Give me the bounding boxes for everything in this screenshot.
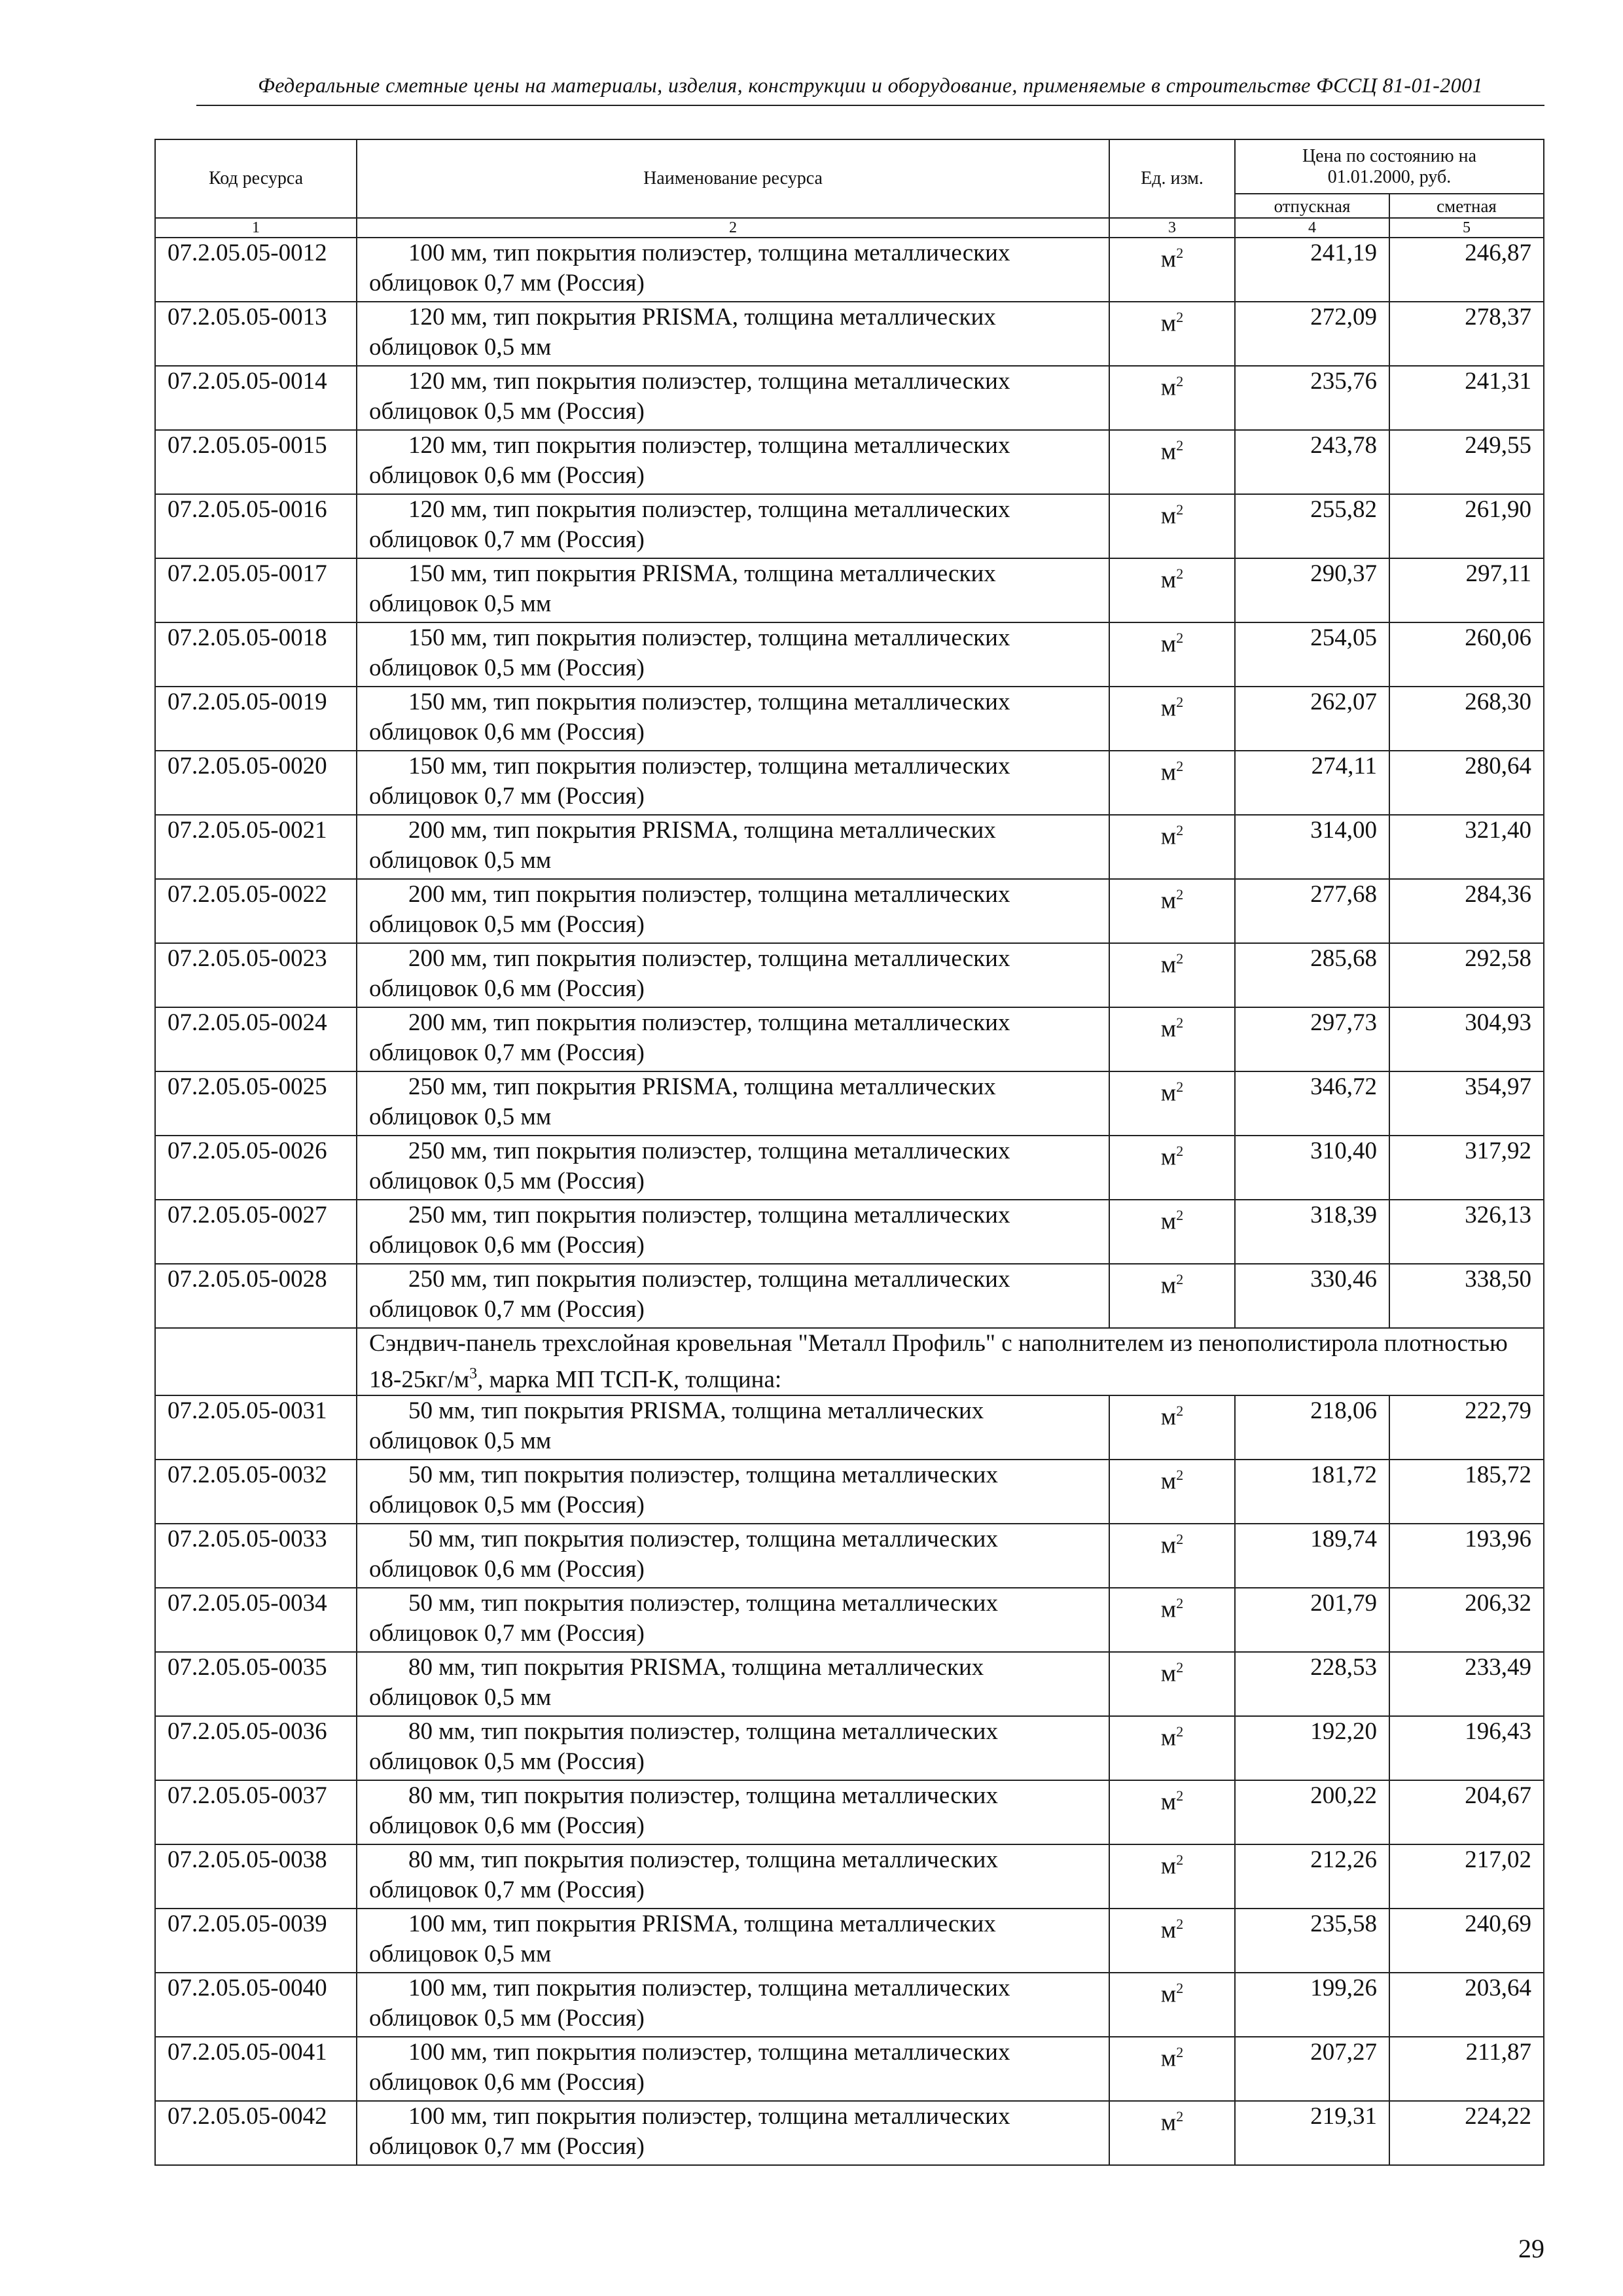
release-price: 207,27	[1235, 2037, 1389, 2101]
unit-base: м	[1160, 310, 1177, 337]
unit-cell	[1109, 558, 1235, 622]
col-header-unit: Ед. изм.	[1109, 139, 1235, 218]
unit-exponent: 2	[1176, 1852, 1184, 1869]
page-number: 29	[1518, 2234, 1544, 2263]
unit-cell	[1109, 1524, 1235, 1588]
col-header-name: Наименование ресурса	[357, 139, 1109, 218]
resource-code: 07.2.05.05-0015	[155, 430, 357, 494]
release-price: 192,20	[1235, 1716, 1389, 1780]
resource-code: 07.2.05.05-0042	[155, 2101, 357, 2165]
estimate-price: 193,96	[1389, 1524, 1544, 1588]
unit-exponent: 2	[1176, 565, 1184, 582]
resource-name	[357, 1716, 1109, 1780]
resource-code: 07.2.05.05-0037	[155, 1780, 357, 1844]
resource-code: 07.2.05.05-0032	[155, 1460, 357, 1524]
release-price: 241,19	[1235, 238, 1389, 302]
resource-code: 07.2.05.05-0021	[155, 815, 357, 879]
unit-cell	[1109, 1264, 1235, 1328]
release-price: 212,26	[1235, 1844, 1389, 1909]
estimate-price: 278,37	[1389, 302, 1544, 366]
resource-code: 07.2.05.05-0017	[155, 558, 357, 622]
unit-cell	[1109, 879, 1235, 943]
unit-cell	[1109, 302, 1235, 366]
unit-base: м	[1160, 1724, 1177, 1751]
resource-code: 07.2.05.05-0039	[155, 1909, 357, 1973]
resource-name	[357, 1524, 1109, 1588]
resource-name-text: 150 мм, тип покрытия полиэстер, толщина металлических облицовок 0,5 мм (Россия)	[369, 624, 1010, 681]
resource-name	[357, 558, 1109, 622]
resource-name-text: 80 мм, тип покрытия полиэстер, толщина металлических облицовок 0,6 мм (Россия)	[369, 1782, 998, 1840]
unit-exponent: 2	[1176, 1787, 1184, 1804]
resource-name-text: 200 мм, тип покрытия PRISMA, толщина металлических облицовок 0,5 мм	[369, 817, 996, 874]
estimate-price: 292,58	[1389, 943, 1544, 1007]
header-rule	[196, 105, 1544, 106]
unit-base: м	[1160, 1272, 1177, 1299]
unit-exponent: 2	[1176, 630, 1184, 646]
resource-name	[357, 1588, 1109, 1652]
resource-code: 07.2.05.05-0013	[155, 302, 357, 366]
unit-cell	[1109, 1844, 1235, 1909]
price-table	[154, 139, 1544, 2166]
resource-name	[357, 1652, 1109, 1716]
release-price: 346,72	[1235, 1071, 1389, 1136]
resource-name-text: 80 мм, тип покрытия полиэстер, толщина металлических облицовок 0,5 мм (Россия)	[369, 1718, 998, 1776]
resource-name-text: 100 мм, тип покрытия полиэстер, толщина металлических облицовок 0,7 мм (Россия)	[369, 2103, 1010, 2161]
estimate-price: 217,02	[1389, 1844, 1544, 1909]
estimate-price: 354,97	[1389, 1071, 1544, 1136]
resource-name-text: 100 мм, тип покрытия полиэстер, толщина металлических облицовок 0,7 мм (Россия)	[369, 240, 1010, 296]
unit-exponent: 2	[1176, 1271, 1184, 1287]
unit-exponent: 2	[1176, 886, 1184, 903]
resource-code: 07.2.05.05-0026	[155, 1136, 357, 1200]
table-row	[155, 430, 1544, 494]
release-price: 255,82	[1235, 494, 1389, 558]
release-price: 181,72	[1235, 1460, 1389, 1524]
unit-base: м	[1160, 1079, 1177, 1107]
resource-name-text: 80 мм, тип покрытия PRISMA, толщина металлических облицовок 0,5 мм	[369, 1654, 984, 1712]
table-row	[155, 366, 1544, 430]
running-header: Федеральные сметные цены на материалы, изделия, конструкции и оборудование, применяемые в строительстве ФССЦ 81-01-2001	[258, 73, 1483, 97]
resource-name	[357, 1973, 1109, 2037]
unit-exponent: 2	[1176, 1659, 1184, 1676]
table-row	[155, 1973, 1544, 2037]
release-price: 201,79	[1235, 1588, 1389, 1652]
unit-base: м	[1160, 1660, 1177, 1687]
resource-code: 07.2.05.05-0035	[155, 1652, 357, 1716]
col-number: 2	[357, 218, 1109, 238]
resource-name-text: 150 мм, тип покрытия полиэстер, толщина металлических облицовок 0,7 мм (Россия)	[369, 753, 1010, 810]
unit-cell	[1109, 1716, 1235, 1780]
unit-base: м	[1160, 887, 1177, 914]
table-row	[155, 815, 1544, 879]
resource-code: 07.2.05.05-0041	[155, 2037, 357, 2101]
release-price: 262,07	[1235, 687, 1389, 751]
col-number: 5	[1389, 218, 1544, 238]
unit-cell	[1109, 430, 1235, 494]
resource-code: 07.2.05.05-0018	[155, 622, 357, 687]
resource-code: 07.2.05.05-0012	[155, 238, 357, 302]
table-row	[155, 1844, 1544, 1909]
unit-base: м	[1160, 759, 1177, 786]
unit-cell	[1109, 622, 1235, 687]
table-row	[155, 2101, 1544, 2165]
unit-exponent: 2	[1176, 1143, 1184, 1159]
resource-name-text: 100 мм, тип покрытия полиэстер, толщина металлических облицовок 0,5 мм (Россия)	[369, 1975, 1010, 2032]
unit-exponent: 2	[1176, 245, 1184, 261]
estimate-price: 241,31	[1389, 366, 1544, 430]
release-price: 297,73	[1235, 1007, 1389, 1071]
resource-code: 07.2.05.05-0022	[155, 879, 357, 943]
estimate-price: 268,30	[1389, 687, 1544, 751]
resource-name-text: 200 мм, тип покрытия полиэстер, толщина металлических облицовок 0,7 мм (Россия)	[369, 1009, 1010, 1066]
unit-base: м	[1160, 951, 1177, 978]
resource-name-text: 250 мм, тип покрытия полиэстер, толщина металлических облицовок 0,6 мм (Россия)	[369, 1202, 1010, 1259]
resource-code: 07.2.05.05-0020	[155, 751, 357, 815]
release-price: 314,00	[1235, 815, 1389, 879]
resource-code: 07.2.05.05-0034	[155, 1588, 357, 1652]
release-price: 235,58	[1235, 1909, 1389, 1973]
unit-exponent: 2	[1176, 373, 1184, 389]
table-body-part-2	[155, 1395, 1544, 2165]
resource-name-text: 250 мм, тип покрытия PRISMA, толщина металлических облицовок 0,5 мм	[369, 1073, 996, 1130]
release-price: 228,53	[1235, 1652, 1389, 1716]
resource-name	[357, 1780, 1109, 1844]
resource-code: 07.2.05.05-0019	[155, 687, 357, 751]
estimate-price: 338,50	[1389, 1264, 1544, 1328]
table-row	[155, 1200, 1544, 1264]
estimate-price: 222,79	[1389, 1395, 1544, 1460]
unit-base: м	[1160, 374, 1177, 401]
resource-name-text: 200 мм, тип покрытия полиэстер, толщина металлических облицовок 0,6 мм (Россия)	[369, 945, 1010, 1002]
unit-exponent: 2	[1176, 758, 1184, 774]
table-row	[155, 1588, 1544, 1652]
resource-name-text: 150 мм, тип покрытия PRISMA, толщина металлических облицовок 0,5 мм	[369, 560, 996, 617]
table-row	[155, 1909, 1544, 1973]
col-header-release: отпускная	[1235, 194, 1389, 218]
unit-base: м	[1160, 502, 1177, 529]
resource-name-text: 120 мм, тип покрытия PRISMA, толщина металлических облицовок 0,5 мм	[369, 304, 996, 361]
unit-cell	[1109, 494, 1235, 558]
resource-code: 07.2.05.05-0027	[155, 1200, 357, 1264]
estimate-price: 261,90	[1389, 494, 1544, 558]
unit-cell	[1109, 1136, 1235, 1200]
unit-exponent: 2	[1176, 501, 1184, 518]
estimate-price: 233,49	[1389, 1652, 1544, 1716]
unit-exponent: 2	[1176, 1595, 1184, 1612]
unit-base: м	[1160, 630, 1177, 658]
unit-exponent: 2	[1176, 950, 1184, 967]
table-row	[155, 1716, 1544, 1780]
table-row	[155, 622, 1544, 687]
section-text-before: Сэндвич-панель трехслойная кровельная "Металл Профиль" с наполнителем из пенополистирола плотностью 18-25кг/м	[369, 1330, 1508, 1393]
unit-base: м	[1160, 1788, 1177, 1816]
table-row	[155, 1524, 1544, 1588]
resource-code: 07.2.05.05-0025	[155, 1071, 357, 1136]
resource-code: 07.2.05.05-0031	[155, 1395, 357, 1460]
unit-base: м	[1160, 1143, 1177, 1171]
col-header-estimate: сметная	[1389, 194, 1544, 218]
table-row	[155, 1652, 1544, 1716]
unit-cell	[1109, 2037, 1235, 2101]
unit-exponent: 2	[1176, 822, 1184, 838]
resource-code: 07.2.05.05-0028	[155, 1264, 357, 1328]
release-price: 310,40	[1235, 1136, 1389, 1200]
unit-exponent: 2	[1176, 1079, 1184, 1095]
unit-base: м	[1160, 1916, 1177, 1944]
table-row	[155, 302, 1544, 366]
table-row	[155, 751, 1544, 815]
table-row	[155, 1264, 1544, 1328]
estimate-price: 321,40	[1389, 815, 1544, 879]
unit-exponent: 2	[1176, 1723, 1184, 1740]
unit-base: м	[1160, 694, 1177, 722]
table-row	[155, 1460, 1544, 1524]
table-row	[155, 879, 1544, 943]
resource-name	[357, 2037, 1109, 2101]
unit-exponent: 2	[1176, 1531, 1184, 1548]
unit-cell	[1109, 1007, 1235, 1071]
estimate-price: 204,67	[1389, 1780, 1544, 1844]
resource-name-text: 100 мм, тип покрытия PRISMA, толщина металлических облицовок 0,5 мм	[369, 1910, 996, 1968]
resource-name	[357, 1136, 1109, 1200]
resource-name	[357, 879, 1109, 943]
estimate-price: 206,32	[1389, 1588, 1544, 1652]
resource-name-text: 50 мм, тип покрытия PRISMA, толщина металлических облицовок 0,5 мм	[369, 1397, 984, 1455]
resource-name-text: 120 мм, тип покрытия полиэстер, толщина металлических облицовок 0,5 мм (Россия)	[369, 368, 1010, 425]
unit-cell	[1109, 815, 1235, 879]
resource-name	[357, 815, 1109, 879]
resource-name-text: 120 мм, тип покрытия полиэстер, толщина металлических облицовок 0,6 мм (Россия)	[369, 432, 1010, 489]
unit-cell	[1109, 1395, 1235, 1460]
resource-name	[357, 622, 1109, 687]
resource-name-text: 50 мм, тип покрытия полиэстер, толщина металлических облицовок 0,7 мм (Россия)	[369, 1590, 998, 1647]
estimate-price: 317,92	[1389, 1136, 1544, 1200]
resource-name	[357, 943, 1109, 1007]
unit-cell	[1109, 943, 1235, 1007]
resource-code: 07.2.05.05-0024	[155, 1007, 357, 1071]
resource-name	[357, 1460, 1109, 1524]
unit-exponent: 2	[1176, 694, 1184, 710]
resource-name-text: 250 мм, тип покрытия полиэстер, толщина металлических облицовок 0,5 мм (Россия)	[369, 1138, 1010, 1194]
col-number: 4	[1235, 218, 1389, 238]
estimate-price: 185,72	[1389, 1460, 1544, 1524]
resource-name	[357, 366, 1109, 430]
unit-base: м	[1160, 1596, 1177, 1623]
release-price: 290,37	[1235, 558, 1389, 622]
unit-base: м	[1160, 1403, 1177, 1431]
resource-code: 07.2.05.05-0033	[155, 1524, 357, 1588]
estimate-price: 240,69	[1389, 1909, 1544, 1973]
unit-cell	[1109, 366, 1235, 430]
release-price: 235,76	[1235, 366, 1389, 430]
estimate-price: 196,43	[1389, 1716, 1544, 1780]
table-row	[155, 494, 1544, 558]
unit-base: м	[1160, 2045, 1177, 2072]
resource-name	[357, 1264, 1109, 1328]
estimate-price: 260,06	[1389, 622, 1544, 687]
resource-name	[357, 1844, 1109, 1909]
resource-name-text: 50 мм, тип покрытия полиэстер, толщина металлических облицовок 0,5 мм (Россия)	[369, 1462, 998, 1519]
unit-base: м	[1160, 1015, 1177, 1043]
unit-exponent: 2	[1176, 1207, 1184, 1223]
unit-base: м	[1160, 1981, 1177, 2008]
release-price: 285,68	[1235, 943, 1389, 1007]
unit-base: м	[1160, 1532, 1177, 1559]
unit-exponent: 2	[1176, 1467, 1184, 1484]
resource-code: 07.2.05.05-0040	[155, 1973, 357, 2037]
release-price: 277,68	[1235, 879, 1389, 943]
resource-name	[357, 302, 1109, 366]
resource-name	[357, 238, 1109, 302]
resource-name-text: 100 мм, тип покрытия полиэстер, толщина металлических облицовок 0,6 мм (Россия)	[369, 2039, 1010, 2096]
table-row	[155, 687, 1544, 751]
unit-base: м	[1160, 1467, 1177, 1495]
resource-name-text: 150 мм, тип покрытия полиэстер, толщина металлических облицовок 0,6 мм (Россия)	[369, 689, 1010, 745]
unit-base: м	[1160, 566, 1177, 594]
release-price: 254,05	[1235, 622, 1389, 687]
resource-name	[357, 687, 1109, 751]
resource-code: 07.2.05.05-0036	[155, 1716, 357, 1780]
resource-name	[357, 751, 1109, 815]
resource-name-text: 50 мм, тип покрытия полиэстер, толщина металлических облицовок 0,6 мм (Россия)	[369, 1526, 998, 1583]
unit-base: м	[1160, 438, 1177, 465]
unit-cell	[1109, 1909, 1235, 1973]
estimate-price: 284,36	[1389, 879, 1544, 943]
unit-cell	[1109, 1780, 1235, 1844]
table-body-part-1	[155, 238, 1544, 1328]
resource-name-text: 120 мм, тип покрытия полиэстер, толщина металлических облицовок 0,7 мм (Россия)	[369, 496, 1010, 553]
resource-code: 07.2.05.05-0014	[155, 366, 357, 430]
release-price: 243,78	[1235, 430, 1389, 494]
unit-exponent: 2	[1176, 309, 1184, 325]
release-price: 200,22	[1235, 1780, 1389, 1844]
release-price: 219,31	[1235, 2101, 1389, 2165]
estimate-price: 246,87	[1389, 238, 1544, 302]
estimate-price: 203,64	[1389, 1973, 1544, 2037]
unit-base: м	[1160, 2109, 1177, 2136]
resource-name	[357, 1909, 1109, 1973]
release-price: 189,74	[1235, 1524, 1389, 1588]
unit-exponent: 2	[1176, 1014, 1184, 1031]
unit-exponent: 2	[1176, 1403, 1184, 1420]
estimate-price: 249,55	[1389, 430, 1544, 494]
table-row	[155, 1395, 1544, 1460]
unit-exponent: 2	[1176, 2044, 1184, 2061]
release-price: 330,46	[1235, 1264, 1389, 1328]
table-row	[155, 1780, 1544, 1844]
section-heading-row	[155, 1328, 1544, 1395]
resource-name	[357, 2101, 1109, 2165]
resource-name-text: 80 мм, тип покрытия полиэстер, толщина металлических облицовок 0,7 мм (Россия)	[369, 1846, 998, 1904]
section-exponent: 3	[469, 1365, 478, 1382]
section-heading-group	[155, 1328, 1544, 1395]
resource-name	[357, 430, 1109, 494]
section-code-cell	[155, 1328, 357, 1395]
table-row	[155, 238, 1544, 302]
unit-cell	[1109, 1588, 1235, 1652]
col-header-price-group: Цена по состоянию на 01.01.2000, руб.	[1235, 139, 1544, 194]
estimate-price: 326,13	[1389, 1200, 1544, 1264]
table-row	[155, 2037, 1544, 2101]
release-price: 274,11	[1235, 751, 1389, 815]
resource-name-text: 250 мм, тип покрытия полиэстер, толщина металлических облицовок 0,7 мм (Россия)	[369, 1266, 1010, 1323]
resource-name	[357, 1395, 1109, 1460]
unit-cell	[1109, 1200, 1235, 1264]
unit-exponent: 2	[1176, 1916, 1184, 1933]
column-number-row	[155, 218, 1544, 238]
unit-cell	[1109, 1973, 1235, 2037]
resource-name	[357, 1200, 1109, 1264]
release-price: 218,06	[1235, 1395, 1389, 1460]
section-text-after: , марка МП ТСП-К, толщина:	[477, 1366, 782, 1393]
resource-name-text: 200 мм, тип покрытия полиэстер, толщина металлических облицовок 0,5 мм (Россия)	[369, 881, 1010, 938]
col-header-code: Код ресурса	[155, 139, 357, 218]
unit-base: м	[1160, 1208, 1177, 1235]
unit-base: м	[1160, 823, 1177, 850]
unit-cell	[1109, 1652, 1235, 1716]
unit-exponent: 2	[1176, 437, 1184, 454]
unit-base: м	[1160, 1852, 1177, 1880]
resource-code: 07.2.05.05-0016	[155, 494, 357, 558]
release-price: 272,09	[1235, 302, 1389, 366]
unit-cell	[1109, 238, 1235, 302]
table-row	[155, 1136, 1544, 1200]
unit-cell	[1109, 687, 1235, 751]
table-row	[155, 1071, 1544, 1136]
estimate-price: 224,22	[1389, 2101, 1544, 2165]
table-row	[155, 943, 1544, 1007]
unit-cell	[1109, 1071, 1235, 1136]
resource-name	[357, 494, 1109, 558]
col-number: 1	[155, 218, 357, 238]
unit-base: м	[1160, 245, 1177, 273]
resource-code: 07.2.05.05-0038	[155, 1844, 357, 1909]
unit-cell	[1109, 2101, 1235, 2165]
estimate-price: 304,93	[1389, 1007, 1544, 1071]
unit-exponent: 2	[1176, 1980, 1184, 1997]
resource-name	[357, 1007, 1109, 1071]
estimate-price: 297,11	[1389, 558, 1544, 622]
resource-code: 07.2.05.05-0023	[155, 943, 357, 1007]
table-header-row	[155, 139, 1544, 194]
section-heading	[357, 1328, 1544, 1395]
unit-exponent: 2	[1176, 2108, 1184, 2125]
unit-cell	[1109, 751, 1235, 815]
release-price: 318,39	[1235, 1200, 1389, 1264]
estimate-price: 211,87	[1389, 2037, 1544, 2101]
release-price: 199,26	[1235, 1973, 1389, 2037]
unit-cell	[1109, 1460, 1235, 1524]
estimate-price: 280,64	[1389, 751, 1544, 815]
resource-name	[357, 1071, 1109, 1136]
col-number: 3	[1109, 218, 1235, 238]
table-row	[155, 558, 1544, 622]
table-row	[155, 1007, 1544, 1071]
